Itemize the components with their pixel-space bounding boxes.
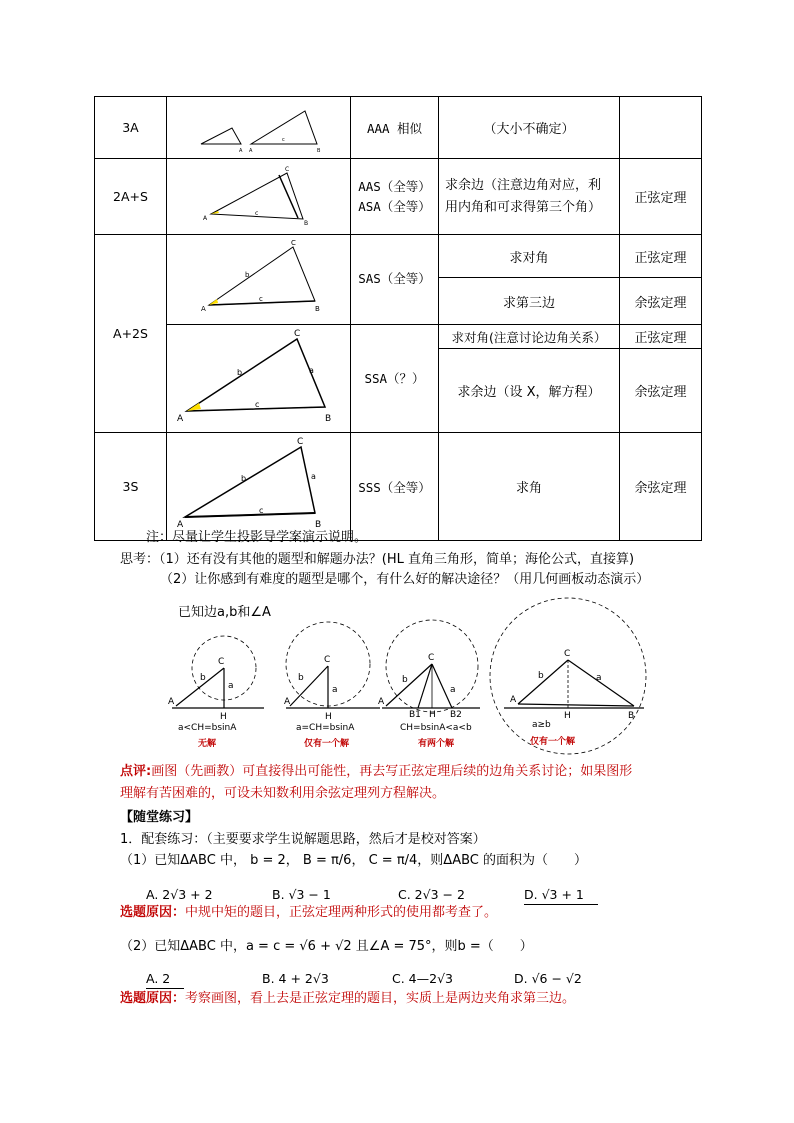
comment-text-1: 画图（先画教）可直接得出可能性，再去写正弦定理后续的边角关系讨论；如果图形 [151,764,633,779]
vertex-label: A [284,697,291,707]
side-label: c [282,137,285,143]
method-cell: 求余边（设 X，解方程） [439,349,620,433]
method-cell: 求余边（注意边角对应，利用内角和可求得第三个角） [439,159,620,235]
theorem-cell: 余弦定理 [620,349,702,433]
vertex-label: A [203,215,208,222]
case-cell: SSA（？） [351,325,439,433]
row-type: 2A+S [95,159,167,235]
case-cell: AAA 相似 [351,97,439,159]
q2-reason [120,990,575,1008]
q1-stem: （1）已知ΔABC 中， b = 2， B = π/6， C = π/4，则ΔABC 的面积为（ ） [120,853,587,868]
vertex-label: A [510,695,517,705]
vertex-label: B [325,414,332,424]
case-line: AAS（全等） [358,178,431,194]
row-type: A+2S [95,235,167,433]
side-label: a [596,673,602,683]
vertex-label: C [297,437,304,447]
think-line-1 [120,551,634,569]
side-label: b [402,675,408,685]
case-cell [351,159,439,235]
vertex-label: H [220,712,227,722]
vertex-label: B [304,220,309,227]
vertex-label: C [564,649,571,659]
q2-option-b: B. 4 + 2√3 [262,971,329,986]
triangle-figure-cell [167,433,351,541]
think-q1: （1）还有没有其他的题型和解题办法？(HL 直角三角形，简单；海伦公式，直接算) [159,552,635,567]
vertex-label: H [429,710,436,720]
case-condition: a<CH=bsinA [178,723,237,733]
vertex-label: A [177,520,184,530]
theorem-cell: 余弦定理 [620,433,702,541]
vertex-label: A [378,697,385,707]
reason-text: 中规中矩的题目，正弦定理两种形式的使用都考查了。 [185,905,498,920]
case-result: 仅有一个解 [304,739,350,749]
ssa-cases-figure [160,596,680,756]
side-label: c [259,506,264,515]
triangle-sss [167,433,351,537]
vertex-label: A [249,148,253,154]
method-cell: 求第三边 [439,278,620,325]
theorem-cell: 正弦定理 [620,235,702,278]
side-label: b [538,671,544,681]
case-cell: SAS（全等） [351,235,439,325]
theorem-cell: 余弦定理 [620,278,702,325]
comment-line-1 [120,763,632,781]
vertex-label: C [291,239,296,247]
think-label: 思考： [120,552,160,567]
side-label: a [228,681,234,691]
triangle-2a-s [167,159,351,231]
case-result: 有两个解 [418,739,455,749]
method-cell: 求对角 [439,235,620,278]
case-condition: CH=bsinA<a<b [400,723,472,733]
comment-text-2: 理解有苦困难的，可设未知数利用余弦定理列方程解决。 [120,786,446,801]
side-label: a [309,366,314,375]
vertex-label: H [564,711,571,721]
q2-option-a: A. 2 [146,970,184,989]
reason-label: 选题原因： [120,991,186,1006]
practice-header: 【随堂练习】 [120,810,199,825]
vertex-label: B1 [409,710,421,720]
case-line: ASA（全等） [358,198,431,214]
row-type: 3S [95,433,167,541]
triangle-figure-cell [167,97,351,159]
method-cell: 求角 [439,433,620,541]
triangle-figure-cell [167,159,351,235]
table-row [95,235,702,278]
vertex-label: A [168,697,175,707]
vertex-label: C [218,657,225,667]
triangle-figure-cell [167,325,351,433]
q1-option-d: D. √3 + 1 [524,886,598,905]
vertex-label: B [315,305,320,313]
side-label: b [245,271,250,279]
comment-label: 点评: [120,764,152,779]
side-label: b [241,474,247,483]
table-row [95,97,702,159]
case-cell: SSS（全等） [351,433,439,541]
case-condition: a≥b [532,720,551,730]
table-row [95,159,702,235]
side-label: c [255,400,260,409]
reason-text: 考察画图，看上去是正弦定理的题目，实质上是两边夹角求第三边。 [185,991,576,1006]
theorem-cell: 正弦定理 [620,325,702,349]
vertex-label: B [628,711,635,721]
side-label: b [237,368,243,377]
vertex-label: B [315,520,322,530]
side-label: b [298,673,304,683]
triangle-figure-cell [167,235,351,325]
figure-title: 已知边a,b和∠A [178,605,271,620]
q1-option-b: B. √3 − 1 [272,887,331,902]
q1-reason [120,904,497,922]
side-label: b [200,673,206,683]
q1-option-a: A. 2√3 + 2 [146,887,213,902]
vertex-label: C [428,653,435,663]
method-cell: （大小不确定） [439,97,620,159]
q2-stem: （2）已知ΔABC 中，a = c = √6 + √2 且∠A = 75°，则b =（ ） [120,939,533,954]
table-row [95,325,702,349]
note: 注：尽量让学生投影导学案演示说明。 [146,530,368,545]
vertex-label: C [285,166,290,173]
vertex-label: B2 [450,710,462,720]
row-type: 3A [95,97,167,159]
table-row [95,433,702,541]
vertex-label: A [239,148,243,154]
case-result: 无解 [198,739,217,749]
vertex-label: C [324,655,331,665]
triangle-ssa [167,325,351,429]
similar-triangles-figure [167,97,351,155]
vertex-label: A [177,414,184,424]
reason-label: 选题原因： [120,905,186,920]
side-label: a [450,685,456,695]
vertex-label: C [294,329,301,339]
case-result: 仅有一个解 [530,737,576,747]
triangle-sas [167,235,351,321]
q2-option-d: D. √6 − √2 [514,971,582,986]
method-cell: 求对角(注意讨论边角关系） [439,325,620,349]
practice-intro: 1．配套练习：（主要要求学生说解题思路，然后才是校对答案） [120,832,486,847]
q1-option-c: C. 2√3 − 2 [398,887,465,902]
side-label: c [259,295,263,303]
side-label: c [255,210,259,217]
think-q2: （2）让你感到有难度的题型是哪个，有什么好的解决途径？（用几何画板动态演示） [160,572,650,587]
theorem-cell [620,97,702,159]
theorem-table [94,96,702,541]
vertex-label: A [201,305,206,313]
side-label: a [311,472,316,481]
q2-option-c: C. 4—2√3 [392,971,453,986]
vertex-label: H [325,712,332,722]
side-label: a [332,685,338,695]
case-condition: a=CH=bsinA [296,723,355,733]
theorem-cell: 正弦定理 [620,159,702,235]
vertex-label: B [317,148,321,154]
